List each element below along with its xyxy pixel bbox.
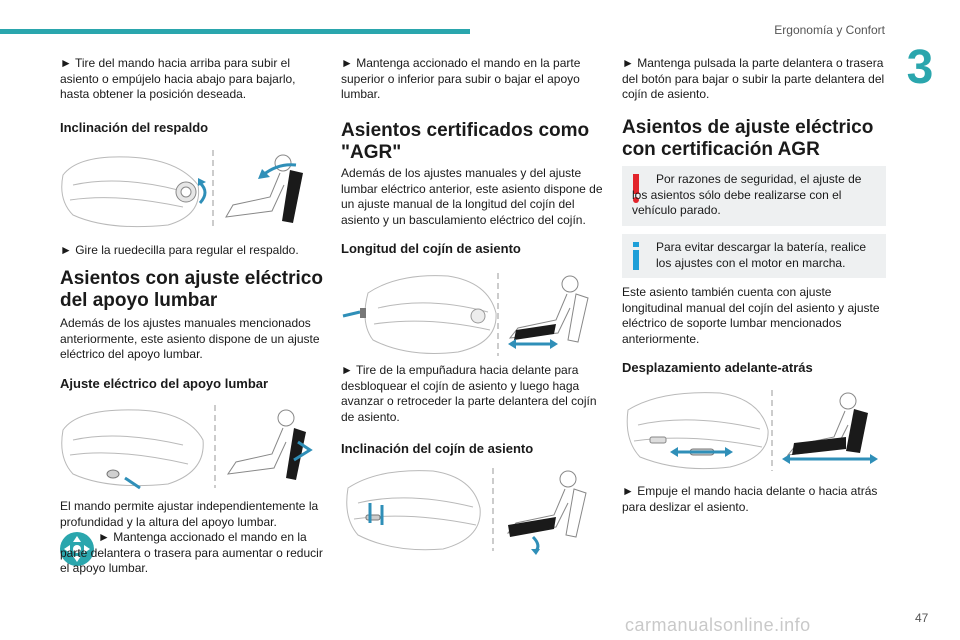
paragraph-also-has: Este asiento también cuenta con ajuste longitudinal manual del cojín del asiento y ajuste eléctrico de soporte lumbar mencionados anteriormente. (622, 285, 880, 346)
heading-lumbar-seats: Asientos con ajuste eléctrico del apoyo lumbar (60, 268, 323, 311)
paragraph-control: El mando permite ajustar independientemente la profundidad y la altura del apoyo lumbar. (60, 499, 319, 529)
heading-cushion-length: Longitud del cojín de asiento (341, 241, 521, 256)
heading-lumbar-adjust: Ajuste eléctrico del apoyo lumbar (60, 376, 269, 391)
heading-agr-seats: Asientos certificados como "AGR" (341, 120, 590, 163)
heading-cushion-tilt: Inclinación del cojín de asiento (341, 441, 534, 456)
paragraph-lumbar-intro: Además de los ajustes manuales mencionados anteriormente, este asiento dispone de un ajuste eléctrico del apoyo lumbar. (60, 316, 320, 361)
lumbar-adjust-illustration (58, 400, 323, 492)
paragraph-hold-control: ► Mantenga accionado el mando en la parte delantera o trasera para aumentar o reducir el apoyo lumbar. (60, 530, 323, 575)
backrest-tilt-illustration (58, 145, 323, 233)
warning-box (622, 166, 886, 226)
paragraph-knob: ► Gire la ruedecilla para regular el respaldo. (60, 243, 299, 257)
watermark: carmanualsonline.info (625, 615, 811, 635)
heading-backrest-tilt: Inclinación del respaldo (60, 120, 209, 135)
heading-fore-aft: Desplazamiento adelante-atrás (622, 360, 813, 375)
cushion-tilt-illustration (338, 463, 603, 555)
chapter-number: 3 (906, 41, 934, 94)
page-number: 47 (915, 611, 929, 625)
section-title: Ergonomía y Confort (774, 23, 885, 37)
info-text: Para evitar descargar la batería, realice los ajustes con el motor en marcha. (656, 240, 867, 270)
header-accent-bar (0, 29, 470, 34)
warning-text: Por razones de seguridad, el ajuste de los asientos sólo debe realizarse con el vehículo parado. (632, 172, 862, 217)
fore-aft-illustration (620, 385, 885, 473)
paragraph-lumbar-up-down: ► Mantenga accionado el mando en la parte superior o inferior para subir o bajar el apoyo lumbar. (341, 56, 581, 101)
lumbar-switch-icon (107, 470, 119, 478)
info-icon (632, 242, 640, 272)
info-box (622, 234, 886, 278)
heading-electric-agr: Asientos de ajuste eléctrico con certificación AGR (622, 117, 874, 160)
paragraph-press-button: ► Mantenga pulsada la parte delantera o trasera del botón para bajar o subir la parte delantera del cojín de asiento. (622, 56, 885, 101)
paragraph-agr-intro: Además de los ajustes manuales y del ajuste lumbar eléctrico anterior, este asiento dispone de un ajuste manual de la longitud del cojín del asiento y un basculamiento eléctrico del cojín. (341, 166, 603, 227)
paragraph-push-control: ► Empuje el mando hacia delante o hacia atrás para deslizar el asiento. (622, 484, 878, 514)
paragraph-height-adjust: ► Tire del mando hacia arriba para subir el asiento o empújelo hacia abajo para bajarlo, hasta obtener la posición deseada. (60, 56, 296, 101)
sliding-seat-icon (846, 409, 868, 453)
cushion-icon (514, 324, 556, 340)
cushion-length-illustration (338, 268, 603, 358)
seat-back-icon (282, 170, 303, 223)
paragraph-pull-handle: ► Tire de la empuñadura hacia delante para desbloquear el cojín de asiento y luego haga avanzar o retroceder la parte delantera del cojín de asiento. (341, 363, 597, 424)
